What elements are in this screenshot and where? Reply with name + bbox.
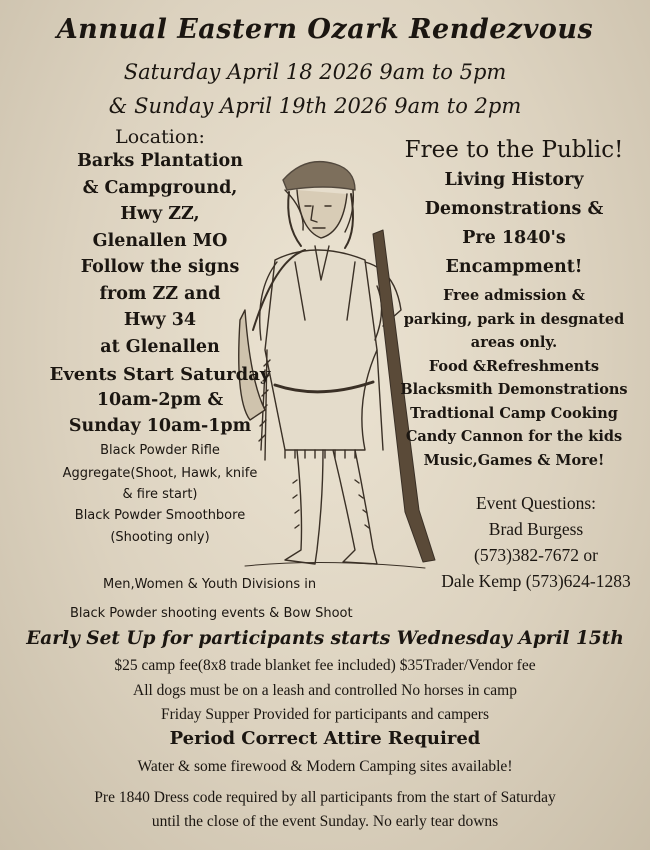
- location-line: Glenallen MO: [92, 230, 228, 251]
- dress-code-line: Pre 1840 Dress code required by all participants from the start of Saturday: [94, 789, 556, 806]
- location-line: at Glenallen: [100, 336, 220, 357]
- early-setup-line: Early Set Up for participants starts Wednesday April 15th: [26, 628, 624, 649]
- activity-item: parking, park in desgnated: [403, 310, 625, 328]
- events-note: Black Powder Smoothbore: [74, 508, 246, 523]
- activity-headline: Pre 1840's: [462, 228, 566, 248]
- event-questions-block: [425, 490, 647, 594]
- activity-item: areas only.: [470, 334, 558, 351]
- activity-item: Tradtional Camp Cooking: [410, 404, 618, 422]
- dogs-line: All dogs must be on a leash and controlled No horses in camp: [133, 682, 517, 699]
- events-note: (Shooting only): [110, 530, 210, 545]
- activity-item: Free admission &: [443, 287, 585, 304]
- location-line: from ZZ and: [99, 283, 221, 304]
- activity-headline: Living History: [444, 170, 584, 190]
- events-note: Black Powder Rifle: [100, 443, 220, 458]
- events-note: Aggregate(Shoot, Hawk, knife: [62, 466, 258, 481]
- divisions-line: Men,Women & Youth Divisions in: [103, 577, 317, 592]
- location-line: Hwy 34: [123, 310, 197, 330]
- location-line: & Campground,: [82, 177, 238, 198]
- contact-line: (573)382-7672 or: [474, 545, 598, 565]
- location-line: Barks Plantation: [77, 151, 243, 171]
- water-line: Water & some firewood & Modern Camping sites available!: [137, 758, 513, 775]
- activity-item: Candy Cannon for the kids: [405, 428, 623, 445]
- location-heading: Location:: [115, 126, 205, 148]
- contact-line: Brad Burgess: [488, 519, 584, 539]
- location-line: Hwy ZZ,: [120, 204, 200, 224]
- activity-headline: Demonstrations &: [424, 199, 604, 219]
- dress-code-line: until the close of the event Sunday. No early tear downs: [151, 813, 499, 830]
- activities-column: [383, 134, 645, 472]
- activity-item: Blacksmith Demonstrations: [400, 381, 628, 398]
- location-events-column: [40, 126, 280, 546]
- activity-headline: Encampment!: [445, 257, 583, 277]
- location-line: Follow the signs: [80, 257, 240, 277]
- date-saturday: Saturday April 18 2026 9am to 5pm: [123, 60, 507, 84]
- fees-line: $25 camp fee(8x8 trade blanket fee included) $35Trader/Vendor fee: [114, 657, 536, 674]
- divisions-line: Black Powder shooting events & Bow Shoot: [70, 606, 353, 621]
- events-time-line: 10am-2pm &: [96, 390, 224, 410]
- contact-line: Dale Kemp (573)624-1283: [441, 571, 631, 591]
- flyer-title: Annual Eastern Ozark Rendezvous: [56, 14, 594, 45]
- supper-line: Friday Supper Provided for participants and campers: [161, 706, 489, 723]
- date-sunday: & Sunday April 19th 2026 9am to 2pm: [108, 94, 522, 118]
- events-heading: Events Start Saturday: [49, 364, 271, 385]
- free-to-public-heading: Free to the Public!: [404, 137, 624, 163]
- activity-item: Food &Refreshments: [428, 357, 600, 375]
- events-time-line: Sunday 10am-1pm: [68, 416, 252, 436]
- event-questions-heading: Event Questions:: [475, 493, 597, 513]
- activity-item: Music,Games & More!: [423, 451, 605, 469]
- events-note: & fire start): [122, 487, 198, 502]
- attire-line: Period Correct Attire Required: [169, 728, 481, 749]
